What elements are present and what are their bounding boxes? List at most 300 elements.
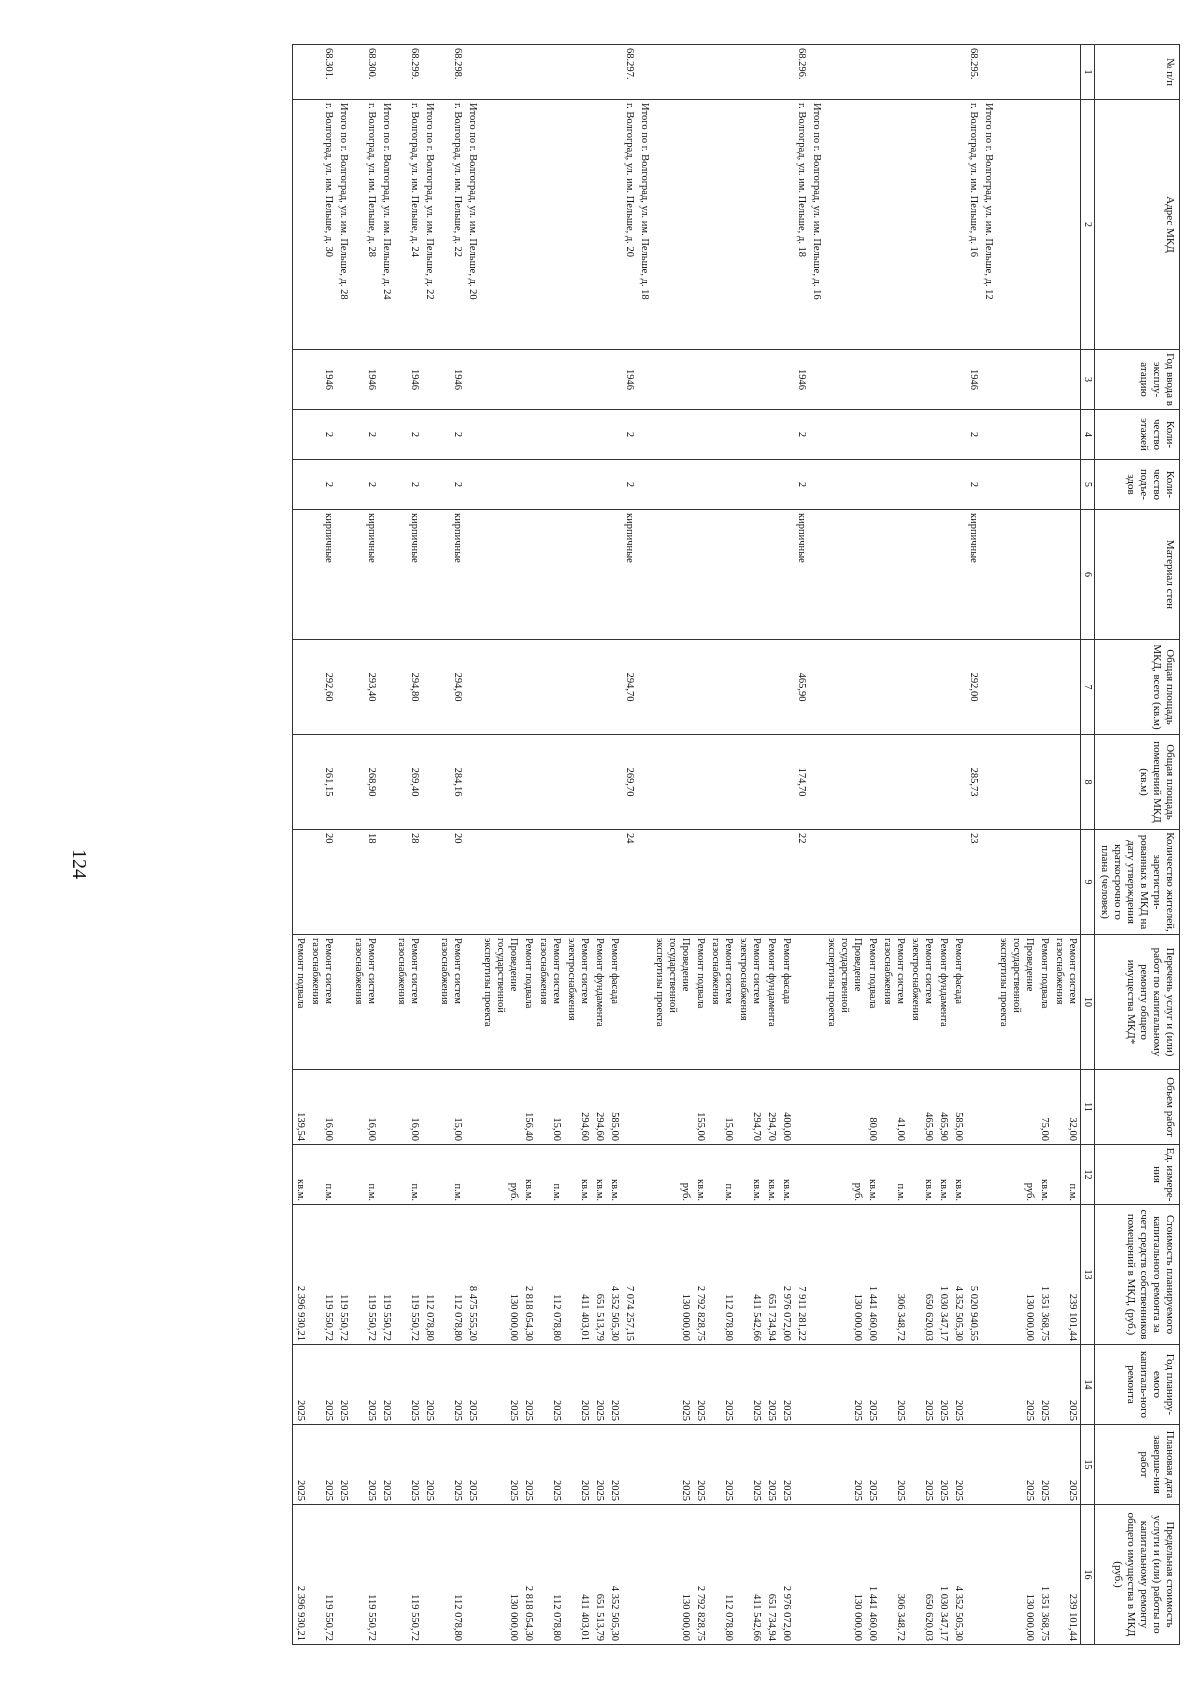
cell-mat bbox=[480, 510, 521, 640]
cell-cost: 119 550,72 bbox=[394, 1205, 422, 1345]
cell-work bbox=[379, 935, 394, 1070]
cell-people bbox=[465, 830, 480, 935]
cell-limit: 651 513,79 bbox=[592, 1505, 607, 1645]
cell-cost: 112 078,80 bbox=[437, 1205, 465, 1345]
cell-vol: 294,70 bbox=[764, 1070, 779, 1145]
column-number: 1 bbox=[1081, 45, 1095, 100]
cell-y1: 2025 bbox=[536, 1345, 564, 1425]
cell-y2: 2025 bbox=[936, 1425, 951, 1505]
cell-area2 bbox=[736, 735, 764, 830]
column-number: 9 bbox=[1081, 830, 1095, 935]
cell-entr: 2 bbox=[351, 460, 379, 510]
cell-unit: кв.м. bbox=[908, 1145, 936, 1205]
cell-entr bbox=[465, 460, 480, 510]
cell-cost: 2 818 054,30 bbox=[521, 1205, 536, 1345]
cell-area bbox=[422, 640, 437, 735]
cell-year bbox=[951, 350, 966, 410]
cell-mat: кирпичные bbox=[351, 510, 379, 640]
cell-cost: 651 513,79 bbox=[592, 1205, 607, 1345]
column-number: 14 bbox=[1081, 1345, 1095, 1425]
cell-mat bbox=[736, 510, 764, 640]
cell-entr bbox=[422, 460, 437, 510]
table-row bbox=[880, 45, 908, 1645]
cell-n: 68.299. bbox=[394, 45, 422, 100]
cell-y1: 2025 bbox=[936, 1345, 951, 1425]
cell-vol bbox=[336, 1070, 351, 1145]
cell-addr bbox=[951, 100, 966, 350]
cell-addr: г. Волгоград, ул. им. Пельше, д. 18 bbox=[794, 100, 809, 350]
cell-cost: 130 000,00 bbox=[824, 1205, 865, 1345]
cell-year bbox=[422, 350, 437, 410]
cell-mat bbox=[936, 510, 951, 640]
cell-work: Ремонт фасада bbox=[779, 935, 794, 1070]
cell-y2: 2025 bbox=[564, 1425, 592, 1505]
cell-y2: 2025 bbox=[652, 1425, 693, 1505]
cell-limit bbox=[379, 1505, 394, 1645]
cell-cost: 411 403,01 bbox=[564, 1205, 592, 1345]
cell-area: 465,90 bbox=[794, 640, 809, 735]
cell-area2 bbox=[592, 735, 607, 830]
cell-addr bbox=[607, 100, 622, 350]
cell-area2 bbox=[865, 735, 880, 830]
cell-limit bbox=[622, 1505, 637, 1645]
cell-mat bbox=[465, 510, 480, 640]
cell-area2 bbox=[908, 735, 936, 830]
cell-unit: кв.м. bbox=[592, 1145, 607, 1205]
cell-n bbox=[779, 45, 794, 100]
cell-year bbox=[809, 350, 824, 410]
column-number: 6 bbox=[1081, 510, 1095, 640]
cell-vol bbox=[465, 1070, 480, 1145]
cell-cost: 119 550,72 bbox=[308, 1205, 336, 1345]
cell-entr bbox=[779, 460, 794, 510]
cell-mat bbox=[536, 510, 564, 640]
cell-cost: 1 030 347,17 bbox=[936, 1205, 951, 1345]
cell-cost: 130 000,00 bbox=[652, 1205, 693, 1345]
table-row bbox=[1037, 45, 1052, 1645]
cell-year bbox=[981, 350, 996, 410]
cell-y2 bbox=[966, 1425, 981, 1505]
cell-vol: 294,60 bbox=[564, 1070, 592, 1145]
cell-year bbox=[336, 350, 351, 410]
cell-n: 68.300. bbox=[351, 45, 379, 100]
cell-work: Ремонт подвала bbox=[693, 935, 708, 1070]
cell-work bbox=[465, 935, 480, 1070]
cell-work: Проведение государственной экспертизы проекта bbox=[996, 935, 1037, 1070]
cell-unit: п.м. bbox=[437, 1145, 465, 1205]
cell-limit: 130 000,00 bbox=[480, 1505, 521, 1645]
cell-entr bbox=[880, 460, 908, 510]
cell-people bbox=[809, 830, 824, 935]
cell-people bbox=[480, 830, 521, 935]
cell-n: 68.295. bbox=[966, 45, 981, 100]
cell-floors: 2 bbox=[622, 410, 637, 460]
cell-people bbox=[536, 830, 564, 935]
cell-cost: 112 078,80 bbox=[536, 1205, 564, 1345]
cell-area2 bbox=[480, 735, 521, 830]
cell-y1: 2025 bbox=[693, 1345, 708, 1425]
cell-area2 bbox=[809, 735, 824, 830]
cell-floors bbox=[779, 410, 794, 460]
cell-year bbox=[480, 350, 521, 410]
cell-area bbox=[592, 640, 607, 735]
cell-year bbox=[607, 350, 622, 410]
cell-area2 bbox=[693, 735, 708, 830]
cell-floors bbox=[480, 410, 521, 460]
cell-year bbox=[708, 350, 736, 410]
cell-work: Ремонт подвала bbox=[293, 935, 309, 1070]
total-row bbox=[422, 45, 437, 1645]
cell-work bbox=[966, 935, 981, 1070]
cell-floors bbox=[592, 410, 607, 460]
cell-n bbox=[880, 45, 908, 100]
cell-y1: 2025 bbox=[592, 1345, 607, 1425]
cell-mat bbox=[708, 510, 736, 640]
cell-addr: г. Волгоград, ул. им. Пельше, д. 30 bbox=[308, 100, 336, 350]
cell-area: 294,70 bbox=[622, 640, 637, 735]
cell-area2: 269,70 bbox=[622, 735, 637, 830]
cell-area bbox=[908, 640, 936, 735]
cell-area2 bbox=[936, 735, 951, 830]
cell-unit: кв.м. bbox=[865, 1145, 880, 1205]
cell-year bbox=[379, 350, 394, 410]
cell-floors bbox=[564, 410, 592, 460]
cell-addr: г. Волгоград, ул. им. Пельше, д. 22 bbox=[437, 100, 465, 350]
cell-addr bbox=[936, 100, 951, 350]
cell-y2: 2025 bbox=[379, 1425, 394, 1505]
cell-year bbox=[1052, 350, 1081, 410]
cell-y2: 2025 bbox=[536, 1425, 564, 1505]
cell-n bbox=[422, 45, 437, 100]
cell-people bbox=[880, 830, 908, 935]
table-row bbox=[966, 45, 981, 1645]
column-number: 12 bbox=[1081, 1145, 1095, 1205]
cell-unit: кв.м. bbox=[779, 1145, 794, 1205]
cell-n bbox=[592, 45, 607, 100]
cell-y1 bbox=[622, 1345, 637, 1425]
cell-vol: 80,00 bbox=[865, 1070, 880, 1145]
cell-area2 bbox=[652, 735, 693, 830]
cell-addr: Итого по г. Волгоград, ул. им. Пельше, д. 12 bbox=[981, 100, 996, 350]
cell-year bbox=[908, 350, 936, 410]
cell-y2: 2025 bbox=[996, 1425, 1037, 1505]
cell-entr bbox=[908, 460, 936, 510]
table-row bbox=[607, 45, 622, 1645]
cell-y2: 2025 bbox=[779, 1425, 794, 1505]
cell-people bbox=[652, 830, 693, 935]
cell-vol: 294,60 bbox=[592, 1070, 607, 1145]
cell-cost: 411 542,66 bbox=[736, 1205, 764, 1345]
cell-entr: 2 bbox=[794, 460, 809, 510]
cell-vol: 465,90 bbox=[908, 1070, 936, 1145]
cell-year: 1946 bbox=[966, 350, 981, 410]
cell-limit: 130 000,00 bbox=[652, 1505, 693, 1645]
cell-mat bbox=[779, 510, 794, 640]
cell-cost: 130 000,00 bbox=[480, 1205, 521, 1345]
cell-year bbox=[293, 350, 309, 410]
cell-mat bbox=[1037, 510, 1052, 640]
cell-area bbox=[981, 640, 996, 735]
cell-work: Ремонт систем газоснабжения bbox=[708, 935, 736, 1070]
cell-addr bbox=[480, 100, 521, 350]
cell-cost: 2 792 828,75 bbox=[693, 1205, 708, 1345]
cell-n bbox=[764, 45, 779, 100]
column-header: Объем работ bbox=[1095, 1070, 1180, 1145]
cell-area2 bbox=[336, 735, 351, 830]
cell-vol: 156,40 bbox=[521, 1070, 536, 1145]
cell-y2: 2025 bbox=[824, 1425, 865, 1505]
cell-addr: Итого по г. Волгоград, ул. им. Пельше, д. 16 bbox=[809, 100, 824, 350]
cell-vol: 294,70 bbox=[736, 1070, 764, 1145]
cell-cost: 112 078,80 bbox=[422, 1205, 437, 1345]
total-row bbox=[637, 45, 652, 1645]
cell-people: 23 bbox=[966, 830, 981, 935]
column-header: Предельная стоимость услуги и (или) работы по капитальному ремонту общего имущества в МКД (руб.) bbox=[1095, 1505, 1180, 1645]
cell-limit: 119 550,72 bbox=[351, 1505, 379, 1645]
cell-mat: кирпичные bbox=[622, 510, 637, 640]
cell-work: Ремонт фундамента bbox=[592, 935, 607, 1070]
cell-mat bbox=[865, 510, 880, 640]
cell-unit: п.м. bbox=[308, 1145, 336, 1205]
cell-floors bbox=[336, 410, 351, 460]
cell-area2 bbox=[422, 735, 437, 830]
cell-vol bbox=[622, 1070, 637, 1145]
cell-cost bbox=[981, 1205, 996, 1345]
table-row bbox=[951, 45, 966, 1645]
cell-addr bbox=[908, 100, 936, 350]
cell-people bbox=[422, 830, 437, 935]
cell-vol: 15,00 bbox=[536, 1070, 564, 1145]
cell-limit: 1 030 347,17 bbox=[936, 1505, 951, 1645]
cell-n bbox=[480, 45, 521, 100]
cell-unit: кв.м. bbox=[607, 1145, 622, 1205]
cell-work: Проведение государственной экспертизы проекта bbox=[824, 935, 865, 1070]
cell-floors bbox=[764, 410, 779, 460]
cell-year bbox=[1037, 350, 1052, 410]
cell-cost: 119 550,72 bbox=[351, 1205, 379, 1345]
cell-floors bbox=[607, 410, 622, 460]
cell-area: 292,60 bbox=[308, 640, 336, 735]
cell-floors bbox=[652, 410, 693, 460]
cell-people bbox=[951, 830, 966, 935]
cell-y1: 2025 bbox=[394, 1345, 422, 1425]
cell-vol: 75,00 bbox=[1037, 1070, 1052, 1145]
cell-entr: 2 bbox=[394, 460, 422, 510]
cell-year bbox=[824, 350, 865, 410]
column-header: Коли-чество этажей bbox=[1095, 410, 1180, 460]
cell-limit: 306 348,72 bbox=[880, 1505, 908, 1645]
total-row bbox=[465, 45, 480, 1645]
cell-people bbox=[908, 830, 936, 935]
cell-area2 bbox=[708, 735, 736, 830]
cell-mat bbox=[379, 510, 394, 640]
cell-area2: 285,73 bbox=[966, 735, 981, 830]
cell-addr bbox=[592, 100, 607, 350]
cell-limit bbox=[336, 1505, 351, 1645]
cell-work: Ремонт подвала bbox=[521, 935, 536, 1070]
table-row bbox=[308, 45, 336, 1645]
cell-addr bbox=[824, 100, 865, 350]
cell-addr bbox=[708, 100, 736, 350]
cell-addr: Итого по г. Волгоград, ул. им. Пельше, д. 28 bbox=[336, 100, 351, 350]
cell-area bbox=[779, 640, 794, 735]
cell-n bbox=[736, 45, 764, 100]
cell-entr bbox=[1037, 460, 1052, 510]
cell-y1: 2025 bbox=[379, 1345, 394, 1425]
cell-vol: 15,00 bbox=[708, 1070, 736, 1145]
total-row bbox=[981, 45, 996, 1645]
cell-area bbox=[536, 640, 564, 735]
cell-area bbox=[736, 640, 764, 735]
cell-addr bbox=[865, 100, 880, 350]
cell-addr: г. Волгоград, ул. им. Пельше, д. 20 bbox=[622, 100, 637, 350]
cell-y2: 2025 bbox=[336, 1425, 351, 1505]
cell-y2: 2025 bbox=[693, 1425, 708, 1505]
cell-floors: 2 bbox=[966, 410, 981, 460]
cell-cost: 2 976 072,00 bbox=[779, 1205, 794, 1345]
cell-people: 18 bbox=[351, 830, 379, 935]
cell-y1: 2025 bbox=[908, 1345, 936, 1425]
cell-vol: 16,00 bbox=[394, 1070, 422, 1145]
cell-people bbox=[336, 830, 351, 935]
cell-vol: 465,90 bbox=[936, 1070, 951, 1145]
cell-floors bbox=[693, 410, 708, 460]
column-number: 15 bbox=[1081, 1425, 1095, 1505]
cell-year bbox=[880, 350, 908, 410]
cell-mat bbox=[981, 510, 996, 640]
cell-entr bbox=[693, 460, 708, 510]
cell-area bbox=[996, 640, 1037, 735]
cell-cost: 306 348,72 bbox=[880, 1205, 908, 1345]
cell-limit: 650 620,03 bbox=[908, 1505, 936, 1645]
cell-unit: руб. bbox=[652, 1145, 693, 1205]
cell-work: Ремонт систем газоснабжения bbox=[880, 935, 908, 1070]
cell-area2 bbox=[564, 735, 592, 830]
cell-addr bbox=[736, 100, 764, 350]
cell-area bbox=[564, 640, 592, 735]
cell-entr bbox=[736, 460, 764, 510]
table-row bbox=[708, 45, 736, 1645]
cell-entr: 2 bbox=[966, 460, 981, 510]
total-row bbox=[809, 45, 824, 1645]
cell-y1: 2025 bbox=[880, 1345, 908, 1425]
cell-year bbox=[536, 350, 564, 410]
cell-area: 294,60 bbox=[437, 640, 465, 735]
cell-y2: 2025 bbox=[1052, 1425, 1081, 1505]
cell-limit: 119 550,72 bbox=[308, 1505, 336, 1645]
cell-work: Ремонт фасада bbox=[951, 935, 966, 1070]
cell-limit: 1 441 460,00 bbox=[865, 1505, 880, 1645]
cell-work: Ремонт систем газоснабжения bbox=[536, 935, 564, 1070]
cell-area bbox=[637, 640, 652, 735]
cell-n bbox=[951, 45, 966, 100]
cell-mat bbox=[764, 510, 779, 640]
cell-y1: 2025 bbox=[465, 1345, 480, 1425]
cell-area2 bbox=[607, 735, 622, 830]
column-number: 3 bbox=[1081, 350, 1095, 410]
cell-addr bbox=[521, 100, 536, 350]
cell-year bbox=[592, 350, 607, 410]
cell-unit: п.м. bbox=[351, 1145, 379, 1205]
cell-y1: 2025 bbox=[437, 1345, 465, 1425]
cell-year bbox=[764, 350, 779, 410]
cell-entr bbox=[592, 460, 607, 510]
table-row bbox=[824, 45, 865, 1645]
cell-y2: 2025 bbox=[437, 1425, 465, 1505]
cell-area2 bbox=[465, 735, 480, 830]
cell-floors: 2 bbox=[394, 410, 422, 460]
cell-addr: Итого по г. Волгоград, ул. им. Пельше, д. 20 bbox=[465, 100, 480, 350]
table-row bbox=[764, 45, 779, 1645]
cell-addr bbox=[1052, 100, 1081, 350]
cell-vol bbox=[966, 1070, 981, 1145]
cell-people bbox=[865, 830, 880, 935]
cell-y1: 2025 bbox=[607, 1345, 622, 1425]
table-row bbox=[480, 45, 521, 1645]
cell-unit bbox=[966, 1145, 981, 1205]
cell-n bbox=[607, 45, 622, 100]
cell-floors bbox=[996, 410, 1037, 460]
cell-addr: Итого по г. Волгоград, ул. им. Пельше, д. 22 bbox=[422, 100, 437, 350]
cell-people bbox=[824, 830, 865, 935]
cell-y1: 2025 bbox=[764, 1345, 779, 1425]
table-row bbox=[394, 45, 422, 1645]
cell-floors bbox=[521, 410, 536, 460]
cell-mat bbox=[564, 510, 592, 640]
cell-y2: 2025 bbox=[951, 1425, 966, 1505]
cell-people bbox=[564, 830, 592, 935]
column-header: Плановая дата заверше-ния работ bbox=[1095, 1425, 1180, 1505]
cell-cost: 7 911 281,22 bbox=[794, 1205, 809, 1345]
cell-n bbox=[996, 45, 1037, 100]
cell-mat bbox=[652, 510, 693, 640]
cell-mat bbox=[1052, 510, 1081, 640]
cell-y1: 2025 bbox=[480, 1345, 521, 1425]
table-row bbox=[865, 45, 880, 1645]
table-body bbox=[293, 45, 1081, 1645]
cell-year bbox=[693, 350, 708, 410]
table-row bbox=[351, 45, 379, 1645]
cell-vol bbox=[422, 1070, 437, 1145]
cell-mat: кирпичные bbox=[437, 510, 465, 640]
cell-limit: 119 550,72 bbox=[394, 1505, 422, 1645]
table-row bbox=[293, 45, 309, 1645]
cell-limit: 2 792 828,75 bbox=[693, 1505, 708, 1645]
cell-work: Ремонт фасада bbox=[607, 935, 622, 1070]
cell-year bbox=[652, 350, 693, 410]
cell-y1: 2025 bbox=[1037, 1345, 1052, 1425]
cell-mat bbox=[996, 510, 1037, 640]
cell-vol: 400,00 bbox=[779, 1070, 794, 1145]
cell-y2: 2025 bbox=[865, 1425, 880, 1505]
column-header: Общая площадь помещений МКД (кв.м) bbox=[1095, 735, 1180, 830]
column-number-row bbox=[1081, 45, 1095, 1645]
column-header: Материал стен bbox=[1095, 510, 1180, 640]
cell-work bbox=[622, 935, 637, 1070]
cell-cost: 2 396 930,21 bbox=[293, 1205, 309, 1345]
cell-work: Ремонт систем газоснабжения bbox=[394, 935, 422, 1070]
cell-unit bbox=[379, 1145, 394, 1205]
cell-addr bbox=[536, 100, 564, 350]
cell-year bbox=[736, 350, 764, 410]
cell-area2: 261,15 bbox=[308, 735, 336, 830]
cell-vol: 155,00 bbox=[693, 1070, 708, 1145]
cell-entr bbox=[564, 460, 592, 510]
cell-limit bbox=[422, 1505, 437, 1645]
cell-cost: 8 475 555,20 bbox=[465, 1205, 480, 1345]
cell-y1 bbox=[794, 1345, 809, 1425]
cell-floors bbox=[379, 410, 394, 460]
